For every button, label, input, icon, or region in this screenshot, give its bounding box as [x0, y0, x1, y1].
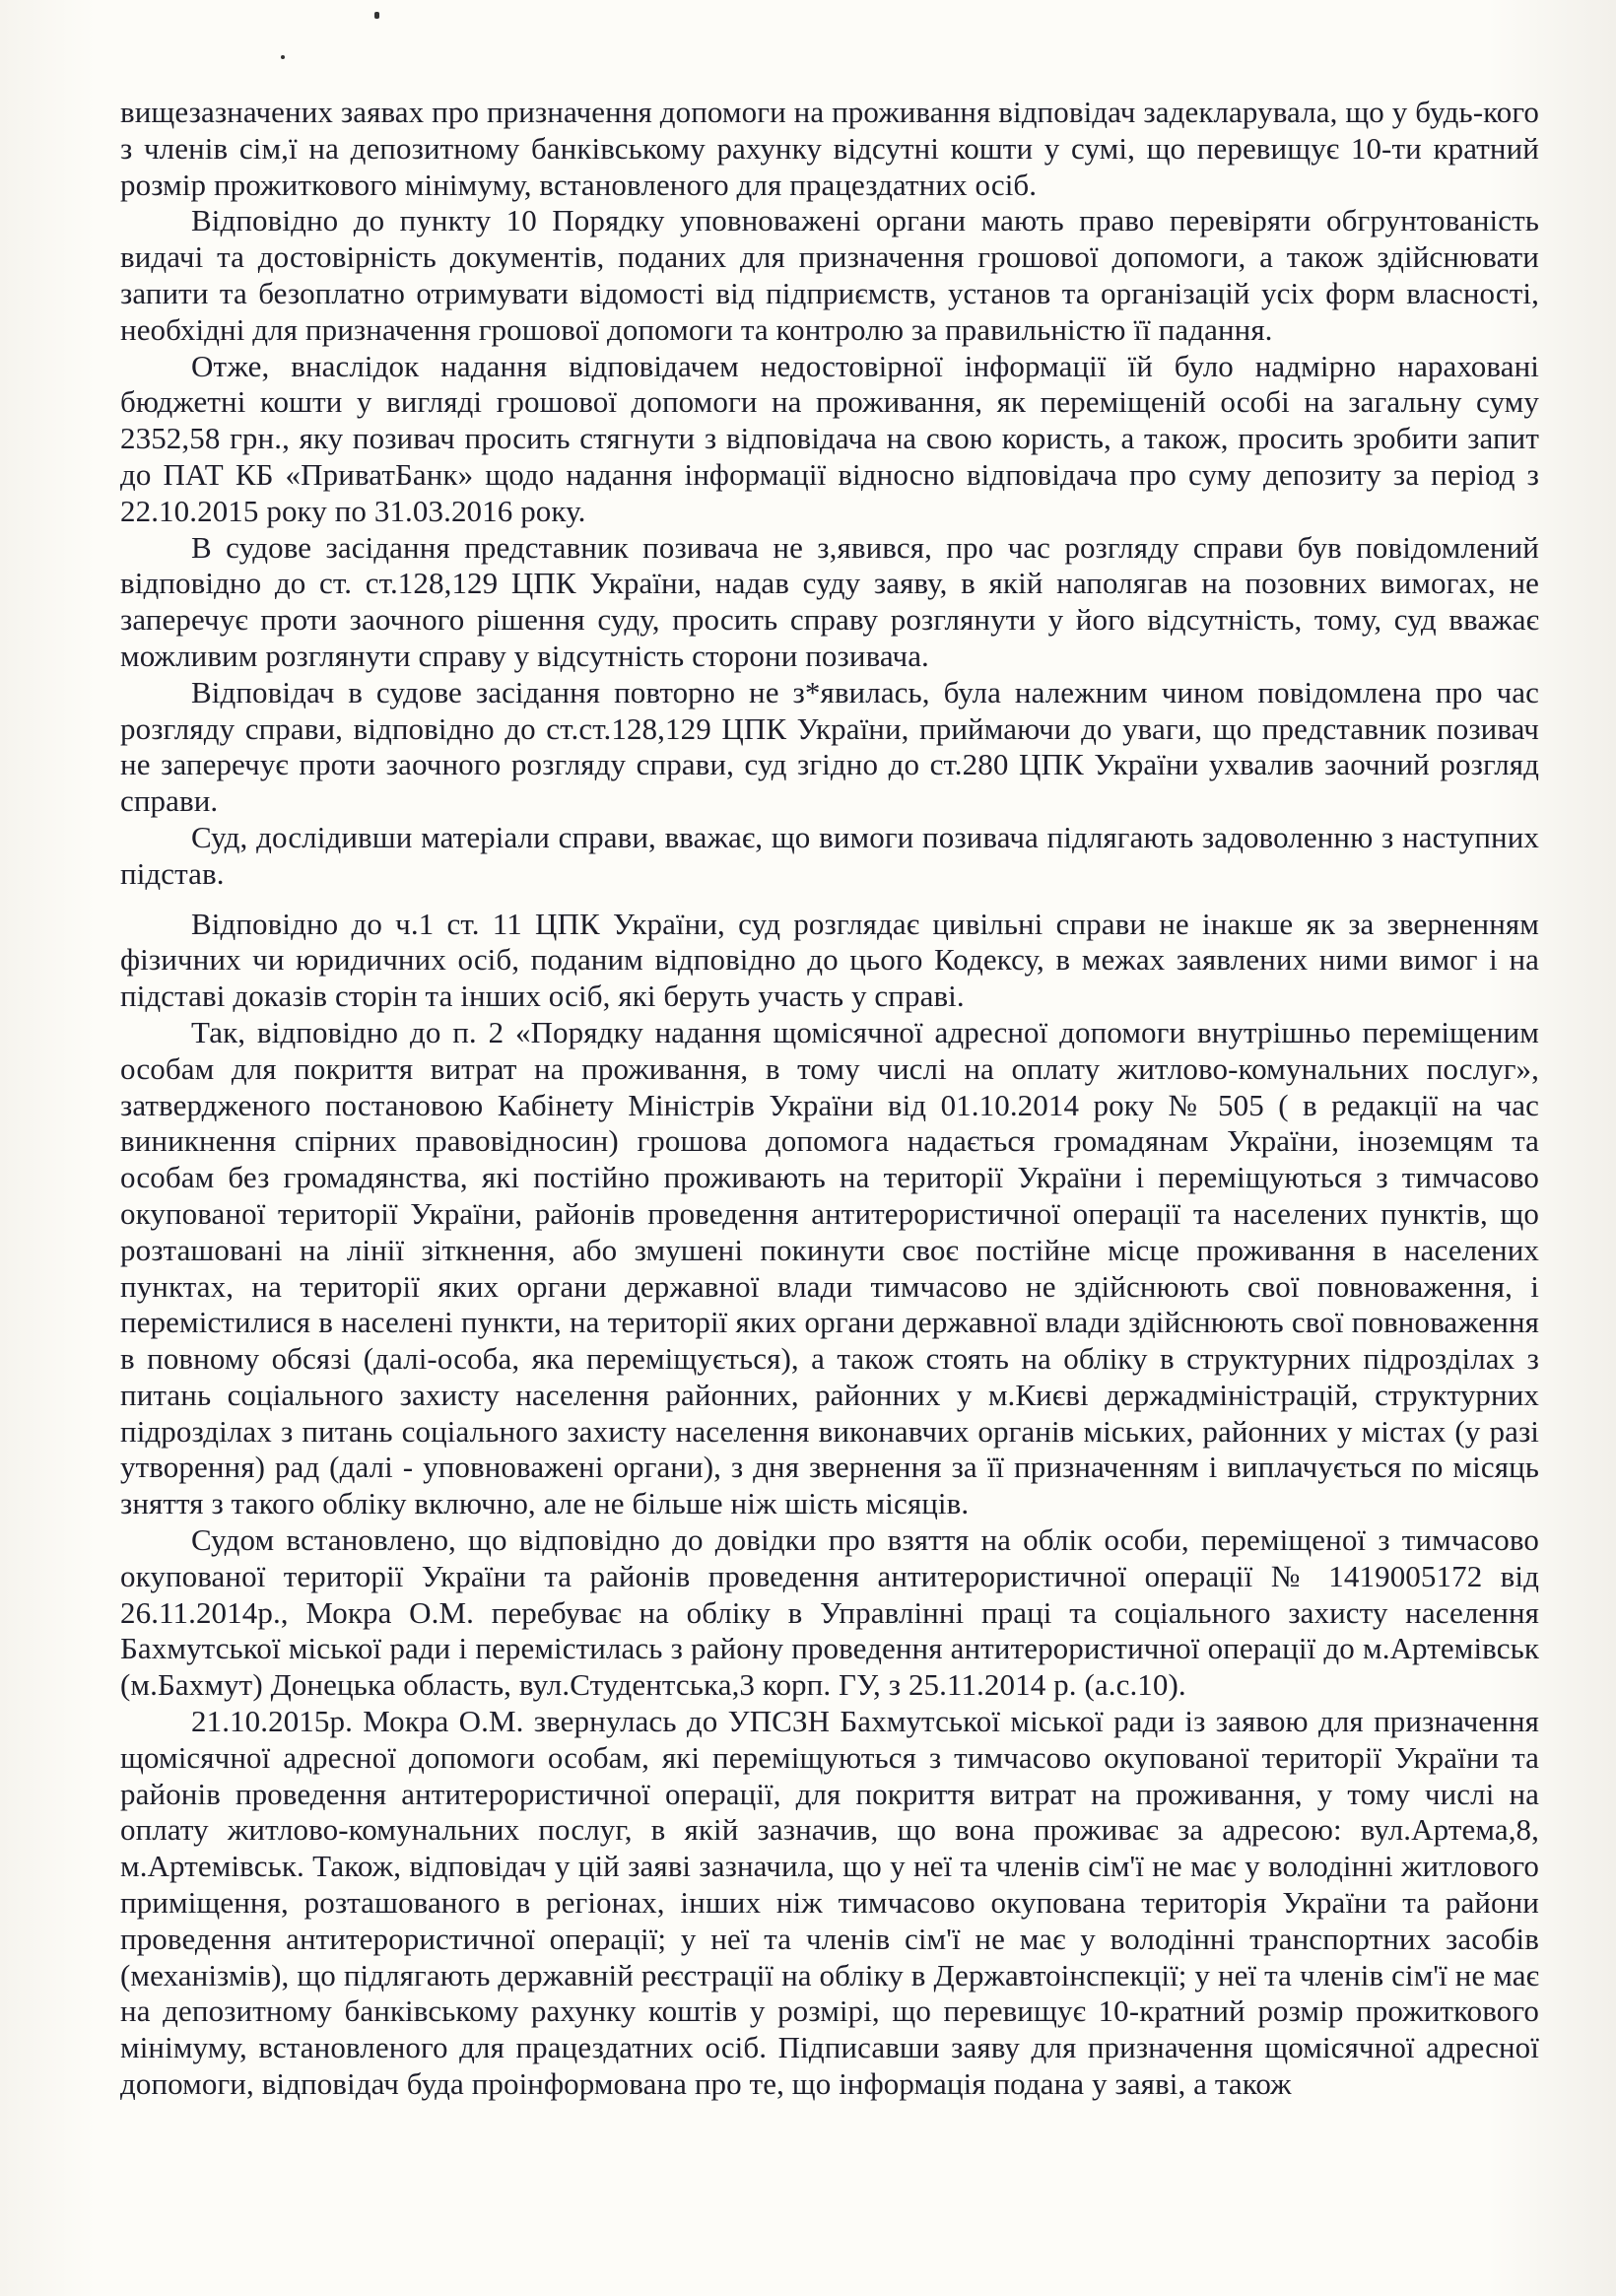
paragraph: 21.10.2015р. Мокра О.М. звернулась до УПСЗН Бахмутської міської ради із заявою для призначення щомісячної адресної допомоги особам, які переміщуються з тимчасово окупованої території України та районів проведення антитерористичної операції, для покриття витрат на проживання, у тому числі на оплату житлово-комунальних послуг, в якій зазначив, що вона проживає за адресою: вул.Артема,8, м.Артемівськ. Також, відповідач у цій заяві зазначила, що у неї та членів сім'ї не має у володінні житлового приміщення, розташованого в регіонах, інших ніж тимчасово окупована територія України та райони проведення антитерористичної операції; у неї та членів сім'ї не має у володінні транспортних засобів (механізмів), що підлягають державній реєстрації на обліку в Державтоінспекції; у неї та членів сім'ї не має на депозитному банківському рахунку коштів у розмірі, що перевищує 10-кратний розмір прожиткового мінімуму, встановленого для працездатних осіб. Підписавши заяву для призначення щомісячної адресної допомоги, відповідач буда проінформована про те, що інформація подана у заяві, а також: [120, 1704, 1539, 2102]
paragraph: Відповідно до пункту 10 Порядку уповноважені органи мають право перевіряти обгрунтованість видачі та достовірність документів, поданих для призначення грошової допомоги, а також здійснювати запити та безоплатно отримувати відомості від підприємств, установ та організацій усіх форм власності, необхідні для призначення грошової допомоги та контролю за правильністю її падання.: [120, 203, 1539, 347]
scan-speck: [281, 55, 285, 59]
document-body: [120, 95, 1539, 2103]
paragraph: Відповідач в судове засідання повторно не з*явилась, була належним чином повідомлена про час розгляду справи, відповідно до ст.ст.128,129 ЦПК України, приймаючи до уваги, що представник позивач не заперечує проти заочного розгляду справи, суд згідно до ст.280 ЦПК України ухвалив заочний розгляд справи.: [120, 674, 1539, 819]
scan-speck: [374, 12, 379, 19]
paragraph: Отже, внаслідок надання відповідачем недостовірної інформації їй було надмірно нараховані бюджетні кошти у вигляді грошової допомоги на проживання, як переміщеній особі на загальну суму 2352,58 грн., яку позивач просить стягнути з відповідача на свою користь, а також, просить зробити запит до ПАТ КБ «ПриватБанк» щодо надання інформації відносно відповідача про суму депозиту за період з 22.10.2015 року по 31.03.2016 року.: [120, 348, 1539, 528]
paragraph: Судом встановлено, що відповідно до довідки про взяття на облік особи, переміщеної з тимчасово окупованої території України та районів проведення антитерористичної операції № 1419005172 від 26.11.2014р., Мокра О.М. перебуває на обліку в Управлінні праці та соціального захисту населення Бахмутської міської ради і перемістилась з району проведення антитерористичної операції до м.Артемівськ (м.Бахмут) Донецька область, вул.Студентська,3 корп. ГУ, з 25.11.2014 р. (а.с.10).: [120, 1522, 1539, 1703]
paragraph: Так, відповідно до п. 2 «Порядку надання щомісячної адресної допомоги внутрішньо переміщеним особам для покриття витрат на проживання, в тому числі на оплату житлово-комунальних послуг», затвердженого постановою Кабінету Міністрів України від 01.10.2014 року № 505 ( в редакції на час виникнення спірних правовідносин) грошова допомога надається громадянам України, іноземцям та особам без громадянства, які постійно проживають на території України і переміщуються з тимчасово окупованої території України, районів проведення антитерористичної операції та населених пунктів, що розташовані на лінії зіткнення, або змушені покинути своє постійне місце проживання в населених пунктах, на території яких органи державної влади тимчасово не здійснюють свої повноваження, і перемістилися в населені пункти, на території яких органи державної влади здійснюють свої повноваження в повному обсязі (далі-особа, яка переміщується), а також стоять на обліку в структурних підрозділах з питань соціального захисту населення районних, районних у м.Києві держадміністрацій, структурних підрозділах з питань соціального захисту населення виконавчих органів міських, районних у містах (у разі утворення) рад (далі - уповноважені органи), з дня звернення за її призначенням і виплачується по місяць зняття з такого обліку включно, але не більше ніж шість місяців.: [120, 1014, 1539, 1521]
paragraph: В судове засідання представник позивача не з,явився, про час розгляду справи був повідомлений відповідно до ст. ст.128,129 ЦПК України, надав суду заяву, в якій наполягав на позовних вимогах, не заперечує проти заочного рішення суду, просить справу розглянути у його відсутність, тому, суд вважає можливим розглянути справу у відсутність сторони позивача.: [120, 529, 1539, 673]
paragraph: Суд, дослідивши матеріали справи, вважає, що вимоги позивача підлягають задоволенню з наступних підстав.: [120, 819, 1539, 891]
paragraph: вищезазначених заявах про призначення допомоги на проживання відповідач задекларувала, що у будь-кого з членів сім,ї на депозитному банківському рахунку відсутні кошти у сумі, що перевищує 10-ти кратний розмір прожиткового мінімуму, встановленого для працездатних осіб.: [120, 95, 1539, 202]
paragraph: Відповідно до ч.1 ст. 11 ЦПК України, суд розглядає цивільні справи не інакше як за зверненням фізичних чи юридичних осіб, поданим відповідно до цього Кодексу, в межах заявлених ними вимог і на підставі доказів сторін та інших осіб, які беруть участь у справі.: [120, 906, 1539, 1014]
